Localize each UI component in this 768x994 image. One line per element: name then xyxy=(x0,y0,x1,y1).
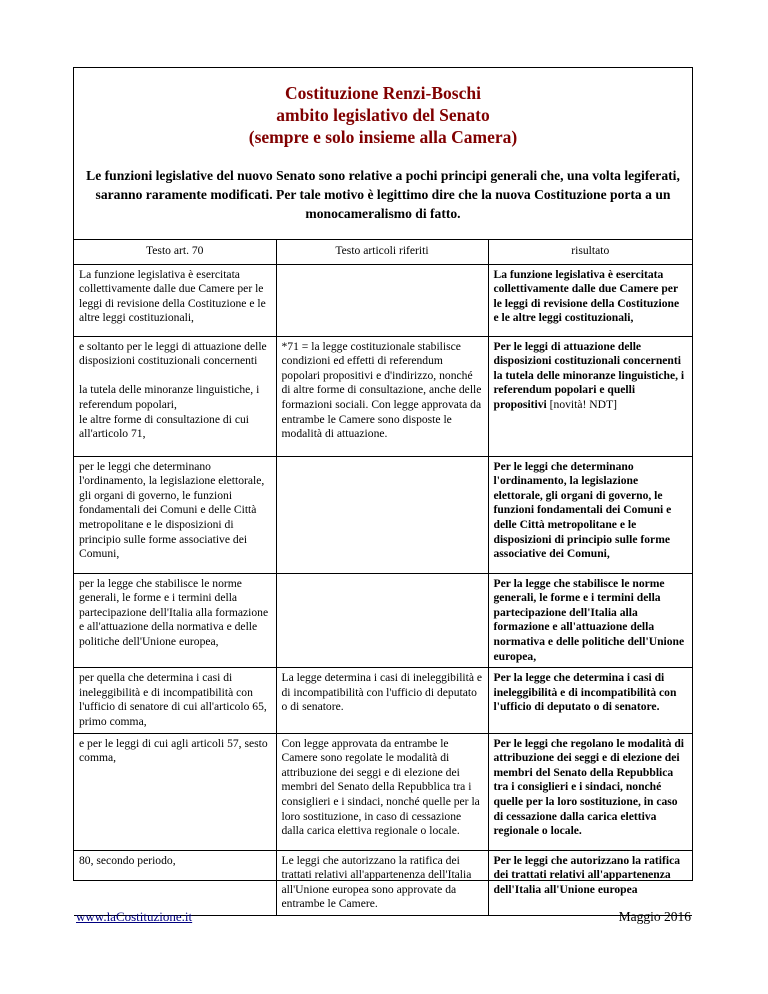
risultato-cell: Per la legge che determina i casi di ineleggibilità e di incompatibilità con l'ufficio di deputato o di senatore. xyxy=(488,668,692,733)
art70-text-c: le altre forme di consultazione di cui all'articolo 71, xyxy=(79,412,249,441)
art70-cell: e per le leggi di cui agli articoli 57, sesto comma, xyxy=(74,733,276,850)
art70-cell: La funzione legislativa è esercitata collettivamente dalle due Camere per le leggi di revisione della Costituzione e le altre leggi costituzionali, xyxy=(74,264,276,336)
riferiti-cell: *71 = la legge costituzionale stabilisce condizioni ed effetti di referendum popolari propositivi e d'indirizzo, nonché di altre forme di consultazione, anche delle formazioni sociali. Con legge approvata da entrambe le Camere sono disposte le modalità di attuazione. xyxy=(276,336,488,456)
riferiti-cell: La legge determina i casi di ineleggibilità e di incompatibilità con l'ufficio di deputato o di senatore. xyxy=(276,668,488,733)
risultato-text: Per le leggi di attuazione delle disposizioni costituzionali concernenti la tutela delle minoranze linguistiche, i referendum popolari e quelli propositivi xyxy=(493,339,685,411)
art70-cell: per le leggi che determinano l'ordinamento, la legislazione elettorale, gli organi di governo, le funzioni fondamentali dei Comuni e delle Città metropolitane e le disposizioni di principio sulle forme associative dei Comuni, xyxy=(74,456,276,573)
art70-text-b: la tutela delle minoranze linguistiche, i referendum popolari, xyxy=(79,383,260,411)
riferiti-cell: Con legge approvata da entrambe le Camere sono regolate le modalità di attribuzione dei seggi e di elezione dei membri del Senato della Repubblica tra i consiglieri e i sindaci, nonché quelle per la loro sostituzione, in caso di cessazione dalla carica elettiva regionale o locale. xyxy=(276,733,488,850)
header-testo-art-70: Testo art. 70 xyxy=(74,240,276,265)
riferiti-cell xyxy=(276,573,488,668)
table-row xyxy=(74,573,692,668)
art70-cell xyxy=(74,336,276,456)
table-row xyxy=(74,456,692,573)
header-testo-articoli-riferiti: Testo articoli riferiti xyxy=(276,240,488,265)
document-header xyxy=(74,68,692,240)
intro-paragraph: Le funzioni legislative del nuovo Senato sono relative a pochi principi generali che, una volta legiferati, saranno raramente modificati. Per tale motivo è legittimo dire che la nuova Costituzione porta a un monocameralismo di fatto. xyxy=(86,168,680,221)
title-line-3: (sempre e solo insieme alla Camera) xyxy=(248,127,518,147)
header-risultato: risultato xyxy=(488,240,692,265)
document-frame xyxy=(73,67,693,911)
table-row xyxy=(74,264,692,336)
art70-cell: 80, secondo periodo, xyxy=(74,850,276,915)
risultato-cell: La funzione legislativa è esercitata collettivamente dalle due Camere per le leggi di revisione della Costituzione e le altre leggi costituzionali, xyxy=(488,264,692,336)
document-title xyxy=(74,82,692,148)
art70-cell: per quella che determina i casi di ineleggibilità e di incompatibilità con l'ufficio di senatore di cui all'articolo 65, primo comma, xyxy=(74,668,276,733)
art70-cell: per la legge che stabilisce le norme generali, le forme e i termini della partecipazione dell'Italia alla formazione e all'attuazione della normativa e delle politiche dell'Unione europea, xyxy=(74,573,276,668)
title-line-1: Costituzione Renzi-Boschi xyxy=(285,83,481,103)
risultato-cell: Per le leggi che determinano l'ordinamento, la legislazione elettorale, gli organi di governo, le funzioni fondamentali dei Comuni e delle Città metropolitane e le disposizioni di principio sulle forme associative dei Comuni, xyxy=(488,456,692,573)
table-row xyxy=(74,336,692,456)
ndt-note: [novità! NDT] xyxy=(546,397,617,411)
art70-text-a: e soltanto per le leggi di attuazione delle disposizioni costituzionali concernenti xyxy=(79,339,267,368)
table-row xyxy=(74,733,692,850)
table-row xyxy=(74,668,692,733)
table-header-row xyxy=(74,240,692,265)
riferiti-cell: Le leggi che autorizzano la ratifica dei trattati relativi all'appartenenza dell'Italia all'Unione europea sono approvate da entrambe le Camere. xyxy=(276,850,488,915)
footer-date: Maggio 2016 xyxy=(618,909,691,924)
riferiti-cell xyxy=(276,264,488,336)
table-row xyxy=(74,850,692,915)
risultato-cell: Per le leggi che autorizzano la ratifica dei trattati relativi all'appartenenza dell'Italia all'Unione europea xyxy=(488,850,692,915)
site-link[interactable]: www.laCostituzione.it xyxy=(76,909,193,924)
comparison-table xyxy=(74,239,692,916)
riferiti-cell xyxy=(276,456,488,573)
risultato-cell xyxy=(488,336,692,456)
risultato-cell: Per le leggi che regolano le modalità di attribuzione dei seggi e di elezione dei membri del Senato della Repubblica tra i consiglieri e i sindaci, nonché quelle per la loro sostituzione, in caso di cessazione dalla carica elettiva regionale o locale. xyxy=(488,733,692,850)
risultato-cell: Per la legge che stabilisce le norme generali, le forme e i termini della partecipazione dell'Italia alla formazione e all'attuazione della normativa e delle politiche dell'Unione europea, xyxy=(488,573,692,668)
title-line-2: ambito legislativo del Senato xyxy=(276,105,490,125)
